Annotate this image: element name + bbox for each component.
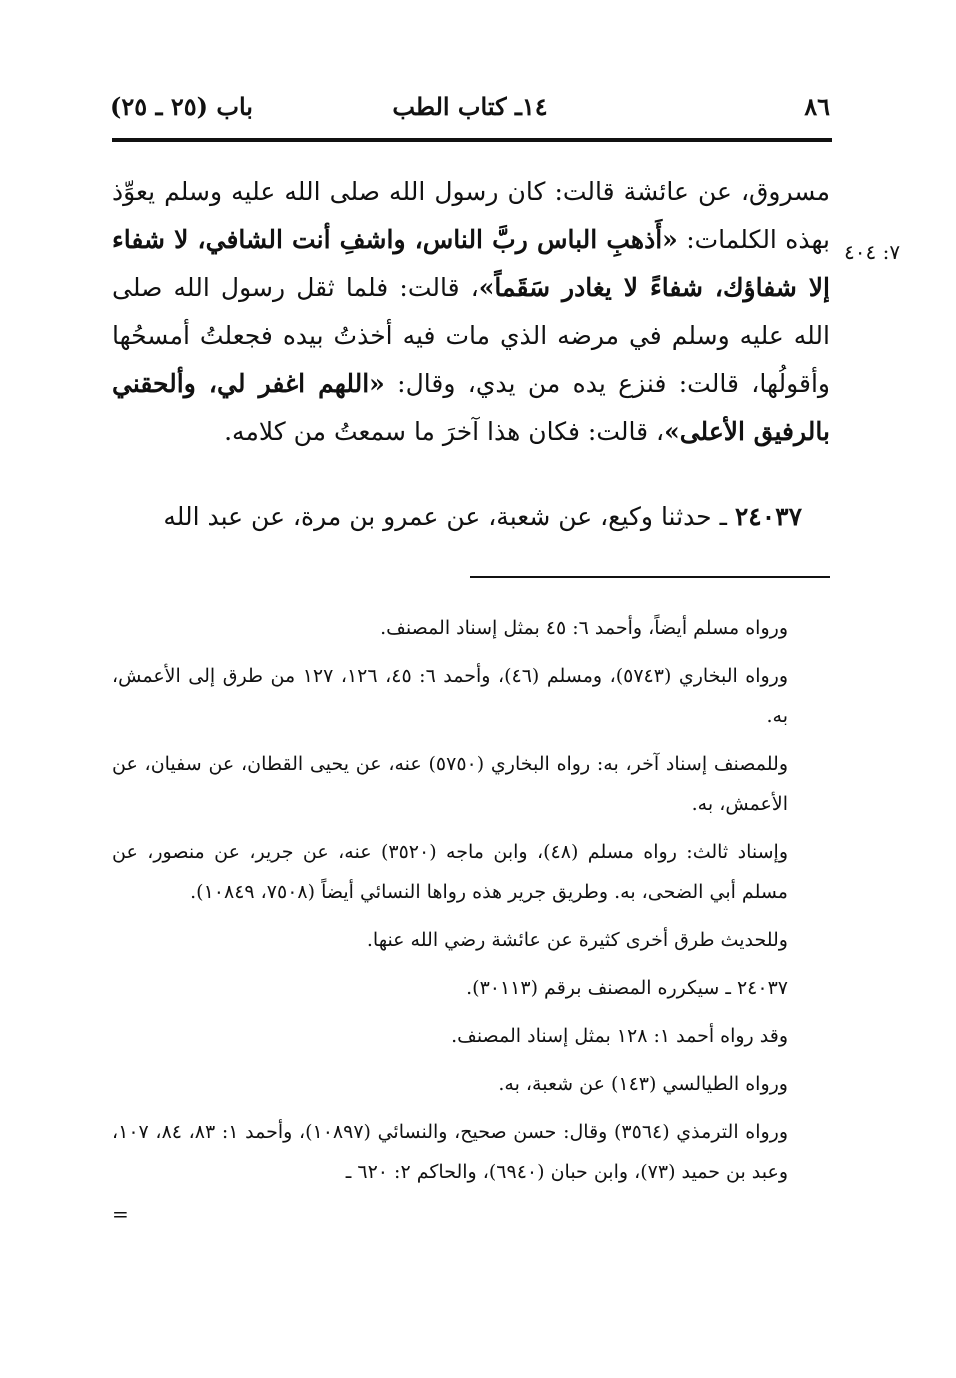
page-number: ٨٦	[804, 92, 830, 121]
section-range: باب (٢٥ ـ ٢٥)	[110, 92, 253, 121]
main-text-part: ، قالت: فكان هذا آخرَ ما سمعتُ من كلامه.	[224, 417, 665, 446]
footnote-line: وقد رواه أحمد ١: ١٢٨ بمثل إسناد المصنف.	[451, 1025, 788, 1047]
book-title: ١٤ـ كتاب الطب	[392, 92, 548, 121]
footnote-line: وللحديث طرق أخرى كثيرة عن عائشة رضي الله عنها.	[366, 929, 788, 951]
footnote-line: ٢٤٠٣٧ ـ سيكرره المصنف برقم (٣٠١١٣).	[466, 977, 788, 999]
header-rule	[112, 138, 832, 142]
footnote-line: ورواه مسلم أيضاً، وأحمد ٦: ٤٥ بمثل إسناد المصنف.	[380, 617, 788, 639]
hadith-text: ـ حدثنا وكيع، عن شعبة، عن عمرو بن مرة، عن عبد الله	[163, 502, 735, 531]
footnote-line: وللمصنف إسناد آخر، به: رواه البخاري (٥٧٥٠) عنه، عن يحيى القطان، عن سفيان، عن الأعمش، به.	[112, 753, 788, 815]
footnote-line: ورواه الترمذي (٣٥٦٤) وقال: حسن صحيح، والنسائي (١٠٨٩٧)، وأحمد ١: ٨٣، ٨٤، ١٠٧، وعبد بن حميد (٧٣)، وابن حبان (٦٩٤٠)، والحاكم ٢: ٦٢٠ ـ	[112, 1121, 789, 1183]
footnotes	[112, 608, 830, 1228]
main-text-quote: «اللهم اغفر لي، وألحقني بالرفيق الأعلى»	[112, 369, 830, 446]
footnote-line: ورواه الطيالسي (١٤٣) عن شعبة، به.	[498, 1073, 788, 1095]
footnote-rule	[470, 576, 830, 578]
footnote-line: ورواه البخاري (٥٧٤٣)، ومسلم (٤٦)، وأحمد ٦: ٤٥، ١٢٦، ١٢٧ من طرق إلى الأعمش، به.	[112, 665, 789, 727]
hadith-number: ٢٤٠٣٧	[734, 502, 802, 531]
margin-reference: ٧: ٤٠٤	[844, 240, 901, 264]
running-header	[110, 92, 830, 132]
hadith-entry	[112, 495, 802, 539]
main-text	[112, 168, 830, 456]
main-text-part: ، قالت: فلما ثقل رسول الله صلى الله عليه وسلم في مرضه الذي مات فيه أخذتُ بيده فجعلتُ أمسحُها وأقولُها، قالت: فنزع يده من يدي، وقال:	[112, 273, 830, 398]
footnote-line: وإسناد ثالث: رواه مسلم (٤٨)، وابن ماجه (٣٥٢٠) عنه، عن جرير، عن منصور، عن مسلم أبي الضحى، به. وطريق جرير هذه رواها النسائي أيضاً (٧٥٠٨، ١٠٨٤٩).	[112, 841, 788, 903]
main-text-part: مسروق، عن عائشة قالت: كان رسول الله صلى الله عليه وسلم يعوِّذ بهذه الكلمات:	[112, 177, 830, 254]
main-text-quote: «أَذهبِ الباس ربَّ الناس، واشفِ أنت الشافي، لا شفاء إلا شفاؤك، شفاءً لا يغادر سَقَماً»	[112, 225, 830, 302]
continuation-mark: =	[112, 1202, 129, 1226]
